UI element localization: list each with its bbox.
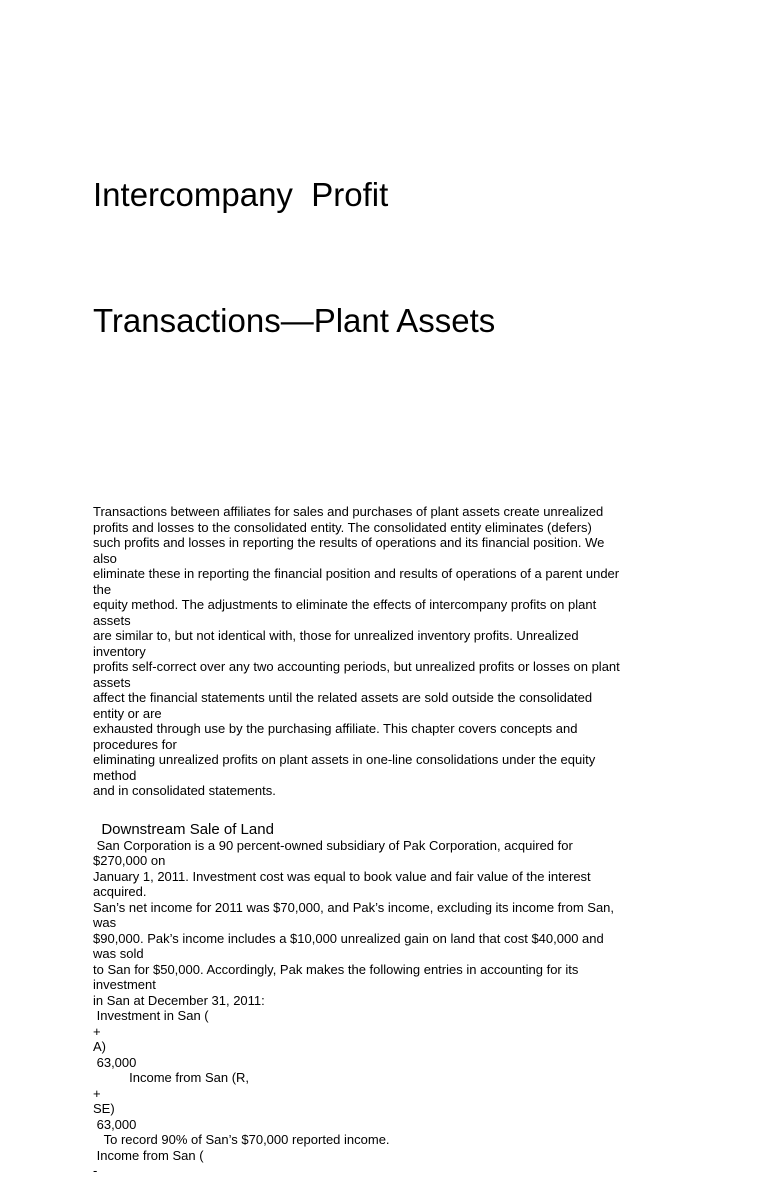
intro-line: also bbox=[93, 550, 117, 566]
section-line: to San for $50,000. Accordingly, Pak makes the following entries in accounting for its bbox=[93, 961, 579, 977]
section-heading: Downstream Sale of Land bbox=[93, 820, 274, 838]
intro-line: profits and losses to the consolidated entity. The consolidated entity eliminates (defers) bbox=[93, 519, 592, 535]
section-body bbox=[93, 838, 693, 1179]
section-line: was bbox=[93, 915, 117, 930]
intro-line: eliminate these in reporting the financial position and results of operations of a parent under bbox=[93, 566, 620, 581]
intro-line: entity or are bbox=[93, 705, 162, 721]
journal-entry-line: Investment in San ( bbox=[93, 1008, 209, 1023]
intro-line: profits self-correct over any two accounting periods, but unrealized profits or losses on plant bbox=[93, 659, 620, 674]
intro-line: procedures for bbox=[93, 736, 177, 752]
document-title bbox=[93, 90, 693, 426]
intro-paragraph bbox=[93, 504, 693, 799]
journal-entry-amount: 63,000 bbox=[93, 1116, 137, 1132]
journal-entry-line: + bbox=[93, 1085, 101, 1101]
section-line: San Corporation is a 90 percent-owned subsidiary of Pak Corporation, acquired for bbox=[93, 837, 573, 853]
title-line: Intercompany Profit bbox=[93, 176, 389, 213]
section-line: in San at December 31, 2011: bbox=[93, 992, 265, 1008]
section-line: January 1, 2011. Investment cost was equal to book value and fair value of the interest bbox=[93, 868, 591, 884]
journal-entry-amount: 63,000 bbox=[93, 1054, 137, 1070]
intro-line: assets bbox=[93, 674, 131, 690]
journal-entry-line: - bbox=[93, 1163, 98, 1178]
journal-entry-line: + bbox=[93, 1023, 101, 1039]
section-line: $270,000 on bbox=[93, 853, 166, 868]
section-line: investment bbox=[93, 977, 156, 992]
intro-line: Transactions between affiliates for sales and purchases of plant assets create unrealized bbox=[93, 504, 604, 519]
title-line: Transactions—Plant Assets bbox=[93, 302, 496, 339]
journal-entry-description: To record 90% of San’s $70,000 reported income. bbox=[93, 1132, 390, 1147]
intro-line: and in consolidated statements. bbox=[93, 783, 276, 798]
intro-line: are similar to, but not identical with, those for unrealized inventory profits. Unrealized bbox=[93, 628, 579, 643]
section-line: was sold bbox=[93, 946, 144, 961]
intro-line: method bbox=[93, 767, 137, 783]
section-line: $90,000. Pak’s income includes a $10,000 unrealized gain on land that cost $40,000 and bbox=[93, 930, 604, 946]
journal-entry-line: Income from San (R, bbox=[93, 1070, 250, 1085]
section-line: acquired. bbox=[93, 884, 147, 899]
intro-line: inventory bbox=[93, 643, 146, 659]
intro-line: the bbox=[93, 581, 112, 597]
section-downstream-sale-of-land bbox=[93, 821, 693, 1179]
intro-line: eliminating unrealized profits on plant assets in one-line consolidations under the equity bbox=[93, 752, 596, 767]
journal-entry-line: A) bbox=[93, 1039, 106, 1054]
section-line: San’s net income for 2011 was $70,000, and Pak’s income, excluding its income from San, bbox=[93, 899, 615, 915]
document-page bbox=[93, 90, 693, 1179]
intro-line: exhausted through use by the purchasing affiliate. This chapter covers concepts and bbox=[93, 721, 578, 736]
intro-line: affect the financial statements until the related assets are sold outside the consolidated bbox=[93, 690, 593, 705]
intro-line: equity method. The adjustments to eliminate the effects of intercompany profits on plant bbox=[93, 597, 597, 612]
intro-line: assets bbox=[93, 612, 131, 628]
journal-entry-line: Income from San ( bbox=[93, 1147, 204, 1163]
intro-line: such profits and losses in reporting the results of operations and its financial position. We bbox=[93, 535, 605, 550]
journal-entry-line: SE) bbox=[93, 1101, 115, 1116]
